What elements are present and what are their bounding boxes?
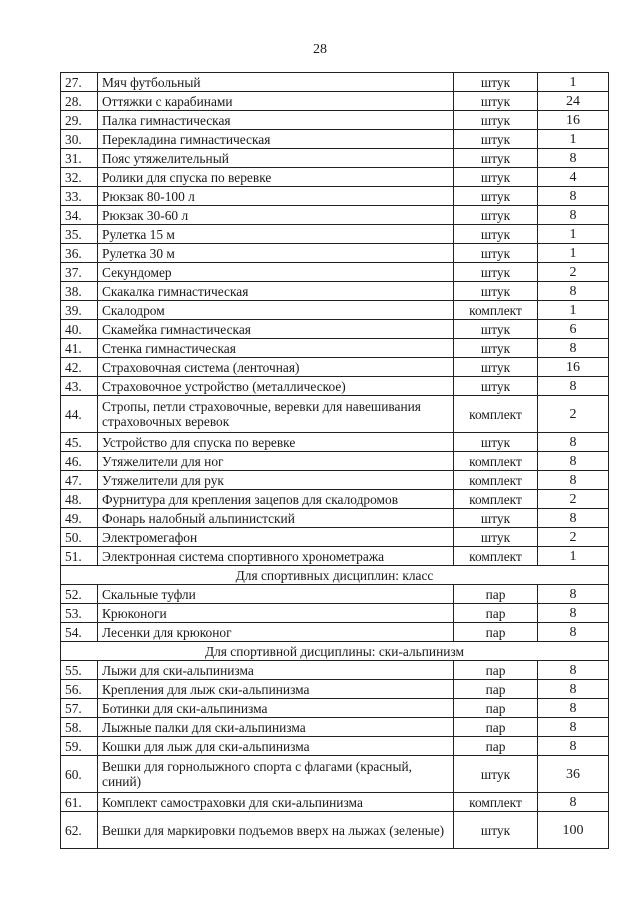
item-quantity: 8 (538, 433, 609, 452)
row-number: 41. (61, 339, 98, 358)
item-name: Комплект самостраховки для ски-альпинизма (98, 793, 454, 812)
table-row (61, 433, 609, 452)
table-row (61, 718, 609, 737)
section-title-ski: Для спортивной дисциплины: ски-альпинизм (61, 642, 609, 661)
item-name: Лыжные палки для ски-альпинизма (98, 718, 454, 737)
item-quantity: 1 (538, 130, 609, 149)
table-row (61, 396, 609, 433)
row-number: 48. (61, 490, 98, 509)
item-quantity: 1 (538, 244, 609, 263)
item-name: Страховочная система (ленточная) (98, 358, 454, 377)
table-row (61, 547, 609, 566)
item-quantity: 8 (538, 680, 609, 699)
table-row (61, 263, 609, 282)
item-name: Фонарь налобный альпинистский (98, 509, 454, 528)
row-number: 57. (61, 699, 98, 718)
table-row (61, 680, 609, 699)
item-quantity: 8 (538, 187, 609, 206)
item-name: Перекладина гимнастическая (98, 130, 454, 149)
row-number: 53. (61, 604, 98, 623)
item-name: Вешки для горнолыжного спорта с флагами (красный, синий) (98, 756, 454, 793)
item-unit: штук (454, 433, 538, 452)
item-quantity: 8 (538, 699, 609, 718)
item-unit: штук (454, 92, 538, 111)
row-number: 28. (61, 92, 98, 111)
table-row (61, 812, 609, 849)
row-number: 60. (61, 756, 98, 793)
item-quantity: 16 (538, 111, 609, 130)
table-row (61, 509, 609, 528)
item-name: Электромегафон (98, 528, 454, 547)
row-number: 58. (61, 718, 98, 737)
item-unit: штук (454, 509, 538, 528)
equipment-table (60, 72, 609, 849)
row-number: 37. (61, 263, 98, 282)
row-number: 49. (61, 509, 98, 528)
item-quantity: 1 (538, 73, 609, 92)
table-row (61, 73, 609, 92)
item-unit: штук (454, 528, 538, 547)
table-row (61, 585, 609, 604)
section-header-row (61, 566, 609, 585)
row-number: 45. (61, 433, 98, 452)
table-row (61, 699, 609, 718)
item-name: Крюконоги (98, 604, 454, 623)
item-unit: пар (454, 680, 538, 699)
item-name: Вешки для маркировки подъемов вверх на лыжах (зеленые) (98, 812, 454, 849)
item-unit: пар (454, 699, 538, 718)
item-name: Лыжи для ски-альпинизма (98, 661, 454, 680)
item-unit: пар (454, 661, 538, 680)
item-unit: комплект (454, 793, 538, 812)
item-name: Палка гимнастическая (98, 111, 454, 130)
item-name: Электронная система спортивного хронометража (98, 547, 454, 566)
row-number: 30. (61, 130, 98, 149)
item-name: Мяч футбольный (98, 73, 454, 92)
item-name: Фурнитура для крепления зацепов для скалодромов (98, 490, 454, 509)
item-unit: штук (454, 187, 538, 206)
row-number: 59. (61, 737, 98, 756)
row-number: 44. (61, 396, 98, 433)
table-row (61, 528, 609, 547)
row-number: 55. (61, 661, 98, 680)
table-row (61, 471, 609, 490)
item-name: Оттяжки с карабинами (98, 92, 454, 111)
table-row (61, 111, 609, 130)
row-number: 35. (61, 225, 98, 244)
item-name: Устройство для спуска по веревке (98, 433, 454, 452)
row-number: 31. (61, 149, 98, 168)
table-row (61, 490, 609, 509)
item-unit: штук (454, 225, 538, 244)
item-quantity: 2 (538, 490, 609, 509)
row-number: 29. (61, 111, 98, 130)
item-quantity: 8 (538, 623, 609, 642)
item-name: Ботинки для ски-альпинизма (98, 699, 454, 718)
item-unit: пар (454, 737, 538, 756)
row-number: 32. (61, 168, 98, 187)
item-unit: штук (454, 377, 538, 396)
row-number: 42. (61, 358, 98, 377)
row-number: 62. (61, 812, 98, 849)
table-row (61, 793, 609, 812)
row-number: 36. (61, 244, 98, 263)
item-unit: штук (454, 812, 538, 849)
item-quantity: 36 (538, 756, 609, 793)
table-row (61, 168, 609, 187)
item-unit: пар (454, 623, 538, 642)
item-name: Утяжелители для рук (98, 471, 454, 490)
section-title-class: Для спортивных дисциплин: класс (61, 566, 609, 585)
item-quantity: 2 (538, 396, 609, 433)
item-unit: пар (454, 718, 538, 737)
item-unit: комплект (454, 301, 538, 320)
table-row (61, 661, 609, 680)
table-row (61, 737, 609, 756)
table-row (61, 130, 609, 149)
page-number: 28 (313, 42, 327, 57)
row-number: 38. (61, 282, 98, 301)
item-unit: штук (454, 168, 538, 187)
table-row (61, 452, 609, 471)
item-name: Рулетка 30 м (98, 244, 454, 263)
item-name: Страховочное устройство (металлическое) (98, 377, 454, 396)
item-unit: штук (454, 73, 538, 92)
row-number: 61. (61, 793, 98, 812)
item-name: Рюкзак 30-60 л (98, 206, 454, 225)
item-unit: штук (454, 756, 538, 793)
item-quantity: 8 (538, 149, 609, 168)
row-number: 56. (61, 680, 98, 699)
item-quantity: 8 (538, 585, 609, 604)
item-quantity: 100 (538, 812, 609, 849)
table-row (61, 244, 609, 263)
item-name: Скалодром (98, 301, 454, 320)
section-header-row (61, 642, 609, 661)
row-number: 52. (61, 585, 98, 604)
row-number: 46. (61, 452, 98, 471)
table-row (61, 358, 609, 377)
item-quantity: 4 (538, 168, 609, 187)
row-number: 27. (61, 73, 98, 92)
row-number: 54. (61, 623, 98, 642)
item-quantity: 6 (538, 320, 609, 339)
table-row (61, 320, 609, 339)
item-quantity: 16 (538, 358, 609, 377)
item-name: Пояс утяжелительный (98, 149, 454, 168)
table-row (61, 623, 609, 642)
item-quantity: 8 (538, 604, 609, 623)
item-name: Утяжелители для ног (98, 452, 454, 471)
row-number: 40. (61, 320, 98, 339)
item-name: Скакалка гимнастическая (98, 282, 454, 301)
table-row (61, 377, 609, 396)
table-row (61, 187, 609, 206)
item-unit: штук (454, 320, 538, 339)
item-quantity: 1 (538, 301, 609, 320)
item-name: Кошки для лыж для ски-альпинизма (98, 737, 454, 756)
item-unit: штук (454, 130, 538, 149)
item-unit: штук (454, 282, 538, 301)
row-number: 39. (61, 301, 98, 320)
item-quantity: 8 (538, 471, 609, 490)
item-quantity: 8 (538, 737, 609, 756)
row-number: 33. (61, 187, 98, 206)
item-unit: штук (454, 111, 538, 130)
item-quantity: 2 (538, 263, 609, 282)
item-quantity: 8 (538, 509, 609, 528)
row-number: 43. (61, 377, 98, 396)
item-quantity: 8 (538, 793, 609, 812)
row-number: 50. (61, 528, 98, 547)
item-unit: комплект (454, 396, 538, 433)
item-name: Рюкзак 80-100 л (98, 187, 454, 206)
item-quantity: 8 (538, 718, 609, 737)
item-unit: пар (454, 585, 538, 604)
item-quantity: 8 (538, 452, 609, 471)
row-number: 34. (61, 206, 98, 225)
item-unit: комплект (454, 471, 538, 490)
item-name: Стенка гимнастическая (98, 339, 454, 358)
row-number: 51. (61, 547, 98, 566)
table-row (61, 225, 609, 244)
item-quantity: 8 (538, 282, 609, 301)
item-quantity: 8 (538, 339, 609, 358)
item-unit: комплект (454, 490, 538, 509)
table-row (61, 756, 609, 793)
item-quantity: 8 (538, 661, 609, 680)
table-row (61, 301, 609, 320)
item-name: Секундомер (98, 263, 454, 282)
item-unit: штук (454, 244, 538, 263)
item-name: Скальные туфли (98, 585, 454, 604)
item-name: Ролики для спуска по веревке (98, 168, 454, 187)
table-row (61, 149, 609, 168)
item-unit: штук (454, 358, 538, 377)
item-quantity: 8 (538, 377, 609, 396)
table-row (61, 339, 609, 358)
item-quantity: 1 (538, 225, 609, 244)
item-name: Лесенки для крюконог (98, 623, 454, 642)
item-quantity: 2 (538, 528, 609, 547)
table-row (61, 604, 609, 623)
item-unit: штук (454, 149, 538, 168)
item-quantity: 1 (538, 547, 609, 566)
item-unit: комплект (454, 452, 538, 471)
item-quantity: 8 (538, 206, 609, 225)
item-unit: штук (454, 263, 538, 282)
table-row (61, 92, 609, 111)
item-name: Скамейка гимнастическая (98, 320, 454, 339)
table-row (61, 282, 609, 301)
item-quantity: 24 (538, 92, 609, 111)
item-unit: штук (454, 206, 538, 225)
table-row (61, 206, 609, 225)
item-unit: комплект (454, 547, 538, 566)
item-name: Рулетка 15 м (98, 225, 454, 244)
item-unit: пар (454, 604, 538, 623)
row-number: 47. (61, 471, 98, 490)
item-name: Крепления для лыж ски-альпинизма (98, 680, 454, 699)
item-name: Стропы, петли страховочные, веревки для навешивания страховочных веревок (98, 396, 454, 433)
item-unit: штук (454, 339, 538, 358)
